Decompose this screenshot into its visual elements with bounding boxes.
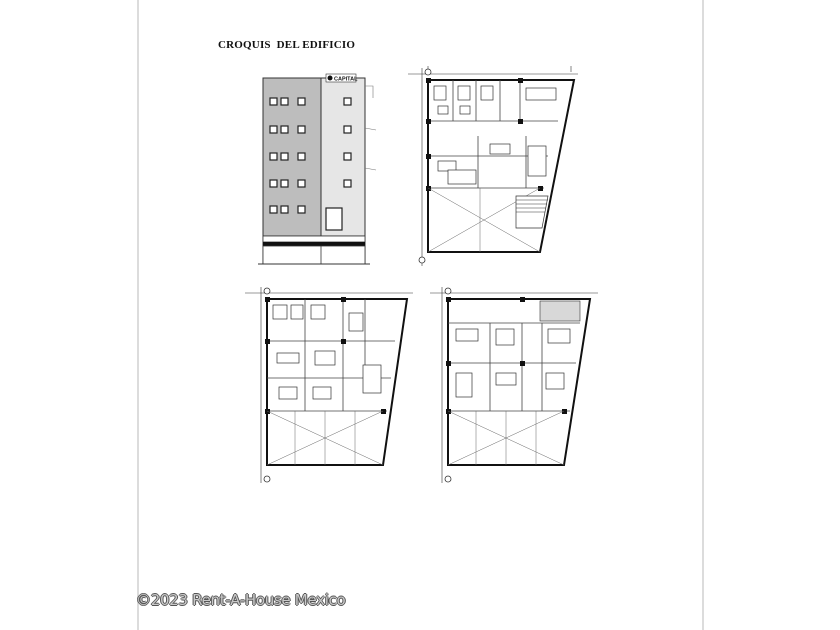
facade-sign-text: CAPITAL (334, 76, 358, 83)
upper-floor-plan-a-drawing (245, 283, 415, 488)
watermark-text: ©2023 Rent-A-House Mexico (136, 591, 346, 609)
document-title: CROQUIS DEL EDIFICIO (218, 39, 356, 51)
page-edge-right (702, 0, 704, 630)
upper-floor-plan-b-drawing (430, 283, 600, 488)
facade-elevation-drawing (258, 68, 380, 268)
ground-floor-plan-drawing (408, 66, 580, 272)
